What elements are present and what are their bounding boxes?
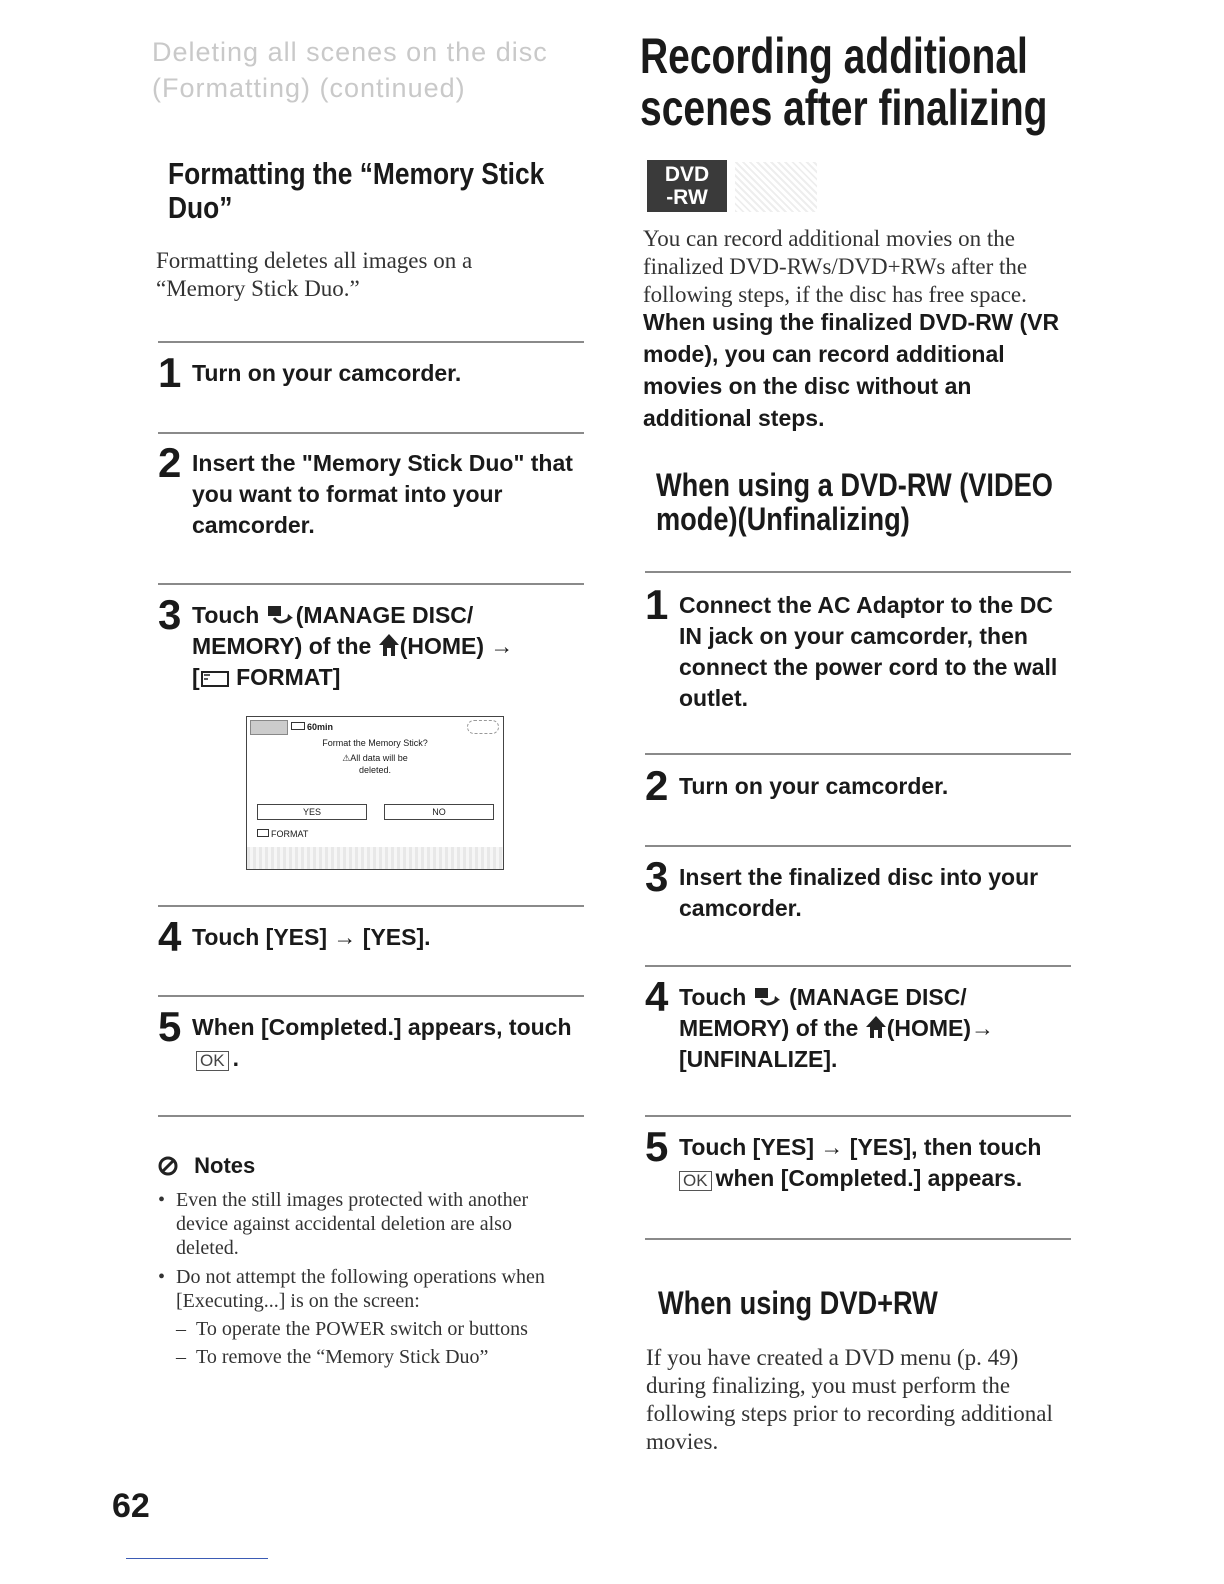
memory-stick-icon [200,670,230,688]
manage-disc-memory-icon [753,986,783,1008]
dvd-rw-badge [647,160,727,212]
screen-no-button[interactable] [384,804,494,820]
divider [158,905,584,907]
divider [645,571,1071,573]
home-icon [865,1015,887,1039]
left-step-3 [158,591,578,693]
home-icon [378,633,400,657]
left-step-2 [158,439,578,541]
right-step-1 [645,581,1071,714]
right-intro [643,225,1063,309]
right-step-3 [645,853,1071,924]
section1-title-text: When using a DVD-RW (VIDEO mode)(Unfinalizing) [656,467,1053,537]
note-sub-item: – To remove the “Memory Stick Duo” [176,1346,489,1368]
camcorder-format-screen [246,716,504,870]
screen-no-label: NO [432,807,446,817]
section2-title-text: When using DVD+RW [658,1285,938,1321]
note-item: • Even the still images protected with another device against accidental deletion are also deleted. [158,1189,529,1259]
screen-question-text: Format the Memory Stick? [322,738,428,748]
step-number: 5 [645,1123,669,1170]
step-number: 2 [645,762,669,809]
step-number: 4 [645,973,669,1020]
step-text-part: (MANAGE DISC/ MEMORY) of the [192,602,474,659]
warning-icon: ⚠ [342,753,351,763]
note-sub-item: – To operate the POWER switch or buttons [176,1318,528,1340]
section-title-format-ms [168,157,568,225]
right-bold-intro-text: When using the finalized DVD-RW (VR mode), you can record additional movies on the disc without an additional steps. [643,309,1060,431]
continued-header [152,34,572,106]
divider [158,995,584,997]
step-text: Turn on your camcorder. [192,360,462,386]
step-number: 3 [645,853,669,900]
badge-faded-area [735,162,817,212]
right-step-2 [645,762,1071,809]
manage-disc-memory-icon [266,604,296,626]
format-intro [156,247,516,303]
divider [158,1115,584,1117]
step-text: Touch (MANAGE DISC/ MEMORY) of the (HOME) → [ FORMAT] [192,602,514,690]
screen-warning-text: All data will be deleted. [350,753,408,775]
ok-button-glyph: OK [196,1051,229,1071]
right-bold-intro [643,306,1063,434]
left-step-5 [158,1003,578,1074]
badge-line: -RW [666,186,708,209]
step-number: 1 [158,349,182,396]
note-item-text: Do not attempt the following operations when [Executing...] is on the screen: [176,1266,545,1312]
badge-line: DVD [664,163,710,186]
note-item-text: Even the still images protected with another device against accidental deletion are also deleted. [176,1189,529,1259]
notes-icon [158,1156,178,1176]
format-small-icon [257,829,269,837]
right-step-5 [645,1123,1071,1194]
step-text-part: When [Completed.] appears, touch [192,1014,572,1040]
page-title-line: Recording additional [640,28,1028,84]
step-text-part: (HOME)→ [UNFINALIZE]. [679,1015,995,1072]
step-text: Insert the "Memory Stick Duo" that you want to format into your camcorder. [192,450,573,538]
screen-footer-texture [247,847,503,869]
note-sub-item-text: To remove the “Memory Stick Duo” [196,1346,489,1368]
notes-list [156,1188,576,1371]
divider [645,845,1071,847]
notes-title: Notes [194,1153,256,1178]
step-number: 5 [158,1003,182,1050]
step-text-part: . [232,1045,239,1071]
section-title-dvd-plus-rw [658,1286,998,1320]
screen-mode [257,829,308,839]
step-text-part: (HOME) → [399,633,514,659]
notes-heading [158,1153,255,1179]
divider [645,753,1071,755]
step-text: Insert the finalized disc into your camcorder. [679,864,1039,921]
divider [158,341,584,343]
step-text-part: Touch [192,602,260,628]
note-item: • Do not attempt the following operations when [Executing...] is on the screen: [158,1266,545,1312]
divider [158,432,584,434]
step-text: Turn on your camcorder. [679,773,949,799]
screen-question [247,738,503,748]
right-step-4 [645,973,1071,1075]
divider [645,1238,1071,1240]
step-text [679,978,1071,1075]
screen-remaining [291,722,333,732]
divider [158,583,584,585]
screen-remaining-text: 60min [307,722,334,732]
divider [645,1115,1071,1117]
step-text-part: when [Completed.] appears. [715,1165,1023,1191]
screen-media-icon [467,720,499,734]
section-title-dvd-rw-video [656,468,1056,536]
step-text-part: Touch [679,984,747,1010]
step-number: 2 [158,439,182,486]
screen-status-thumb [250,720,288,735]
ok-button-glyph: OK [679,1171,712,1191]
screen-yes-label: YES [302,807,321,817]
format-intro-text: Formatting deletes all images on a “Memory Stick Duo.” [156,248,473,301]
footer-line [126,1558,268,1559]
step-number: 3 [158,591,182,638]
page-title-line: scenes after finalizing [640,80,1048,136]
dvd-plus-rw-text [646,1344,1056,1456]
divider [645,965,1071,967]
step-number: 4 [158,913,182,960]
right-intro-text: You can record additional movies on the finalized DVD-RWs/DVD+RWs after the following steps, if the disc has free space. [643,226,1028,307]
screen-warning [335,752,415,776]
note-sub-item-text: To operate the POWER switch or buttons [196,1318,528,1340]
left-step-4 [158,913,578,960]
step-text: Connect the AC Adaptor to the DC IN jack on your camcorder, then connect the power cord to the wall outlet. [679,592,1058,711]
step-text: Touch [YES] → [YES]. [192,924,431,950]
step-text [192,1008,578,1074]
screen-yes-button[interactable] [257,804,367,820]
step-text-part: FORMAT] [236,664,341,690]
step-text-part: Touch [YES] → [YES], then touch [679,1134,1042,1160]
page-title [640,30,1077,134]
section-title-text: Formatting the “Memory Stick Duo” [168,156,545,225]
step-text-part: (MANAGE DISC/ MEMORY) of the [679,984,967,1041]
screen-mode-text: FORMAT [271,829,309,839]
memory-stick-small-icon [291,722,305,730]
continued-header-text: Deleting all scenes on the disc (Formatting) (continued) [152,37,548,103]
step-number: 1 [645,581,669,628]
left-step-1 [158,349,578,396]
step-text [679,1128,1041,1194]
page-number-text: 62 [112,1487,150,1525]
page-number [112,1488,150,1524]
dvd-plus-rw-text-content: If you have created a DVD menu (p. 49) during finalizing, you must perform the following steps prior to recording additional movies. [646,1345,1053,1454]
